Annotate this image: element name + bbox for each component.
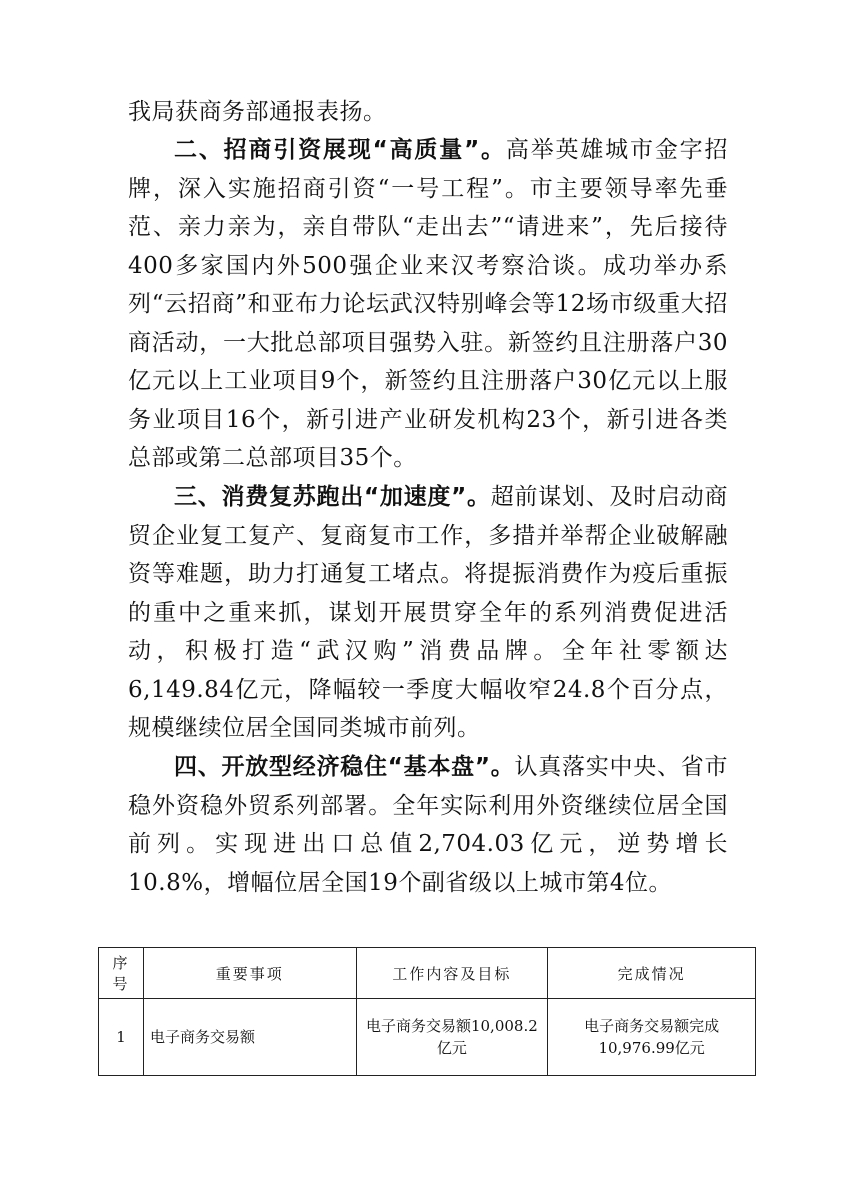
header-item: 重要事项	[143, 948, 356, 999]
summary-table	[98, 947, 756, 1076]
paragraph-text: 我局获商务部通报表扬。	[128, 99, 387, 125]
table-header-row	[99, 948, 756, 999]
cell-result: 电子商务交易额完成10,976.99亿元	[548, 999, 756, 1076]
paragraph-text: 高举英雄城市金字招牌，深入实施招商引资“一号工程”。市主要领导率先垂范、亲力亲为，亲自带队“走出去”“请进来”，先后接待400多家国内外500强企业来汉考察洽谈。成功举办系列“云招商”和亚布力论坛武汉特别峰会等12场市级重大招商活动，一大批总部项目强势入驻。新签约且注册落户30亿元以上工业项目9个，新签约且注册落户30亿元以上服务业项目16个，新引进产业研发机构23个，新引进各类总部或第二总部项目35个。	[128, 137, 729, 471]
header-index: 序号	[99, 948, 144, 999]
paragraph-open-economy	[128, 748, 728, 902]
header-target: 工作内容及目标	[356, 948, 548, 999]
cell-target: 电子商务交易额10,008.2亿元	[356, 999, 548, 1076]
paragraph-heading: 二、招商引资展现“高质量”。	[174, 137, 506, 163]
table-row	[99, 999, 756, 1076]
paragraph-investment	[128, 131, 728, 478]
paragraph-text: 超前谋划、及时启动商贸企业复工复产、复商复市工作，多措并举帮企业破解融资等难题，助力打通复工堵点。将提振消费作为疫后重振的重中之重来抓，谋划开展贯穿全年的系列消费促进活动，积极打造“武汉购”消费品牌。全年社零额达6,149.84亿元，降幅较一季度大幅收窄24.8个百分点，规模继续位居全国同类城市前列。	[128, 484, 729, 741]
cell-item: 电子商务交易额	[143, 999, 356, 1076]
paragraph-text: 认真落实中央、省市稳外资稳外贸系列部署。全年实际利用外资继续位居全国前列。实现进出口总值2,704.03亿元，逆势增长10.8%，增幅位居全国19个副省级以上城市第4位。	[128, 754, 729, 896]
paragraph-opening	[128, 93, 728, 132]
paragraph-heading: 三、消费复苏跑出“加速度”。	[174, 484, 491, 510]
header-result: 完成情况	[548, 948, 756, 999]
paragraph-consumption	[128, 478, 728, 748]
cell-index: 1	[99, 999, 144, 1076]
paragraph-heading: 四、开放型经济稳住“基本盘”。	[174, 754, 515, 780]
